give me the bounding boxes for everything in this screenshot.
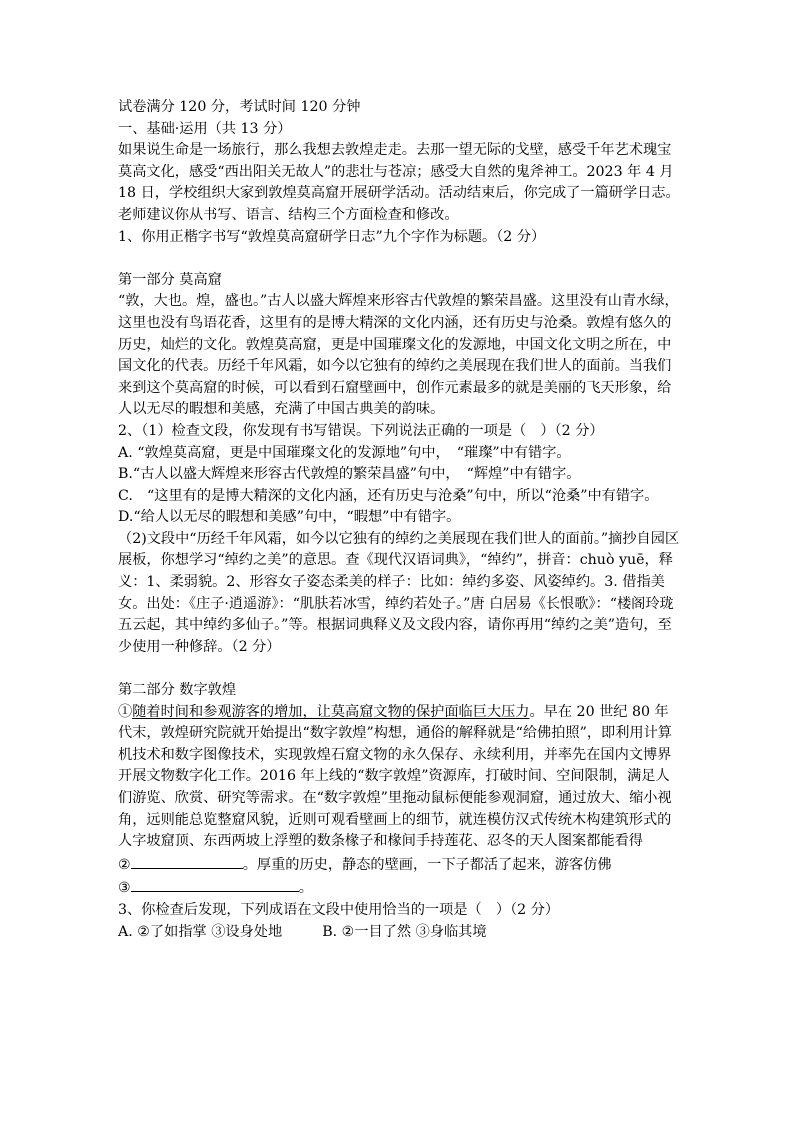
question-3-stem: 3、你检查后发现，下列成语在文段中使用恰当的一项是（ ）（2 分）	[118, 901, 560, 918]
after-blank-3: 。	[298, 880, 313, 897]
question-3-options	[118, 922, 680, 944]
after-blank-2: 。厚重的历史，静态的壁画，一下子都活了起来，游客仿佛	[242, 856, 612, 873]
answer-blank-2[interactable]	[131, 853, 243, 869]
question-2-option-b: B.“古人以盛大辉煌来形容古代敦煌的繁荣昌盛”句中， “辉煌”中有错字。	[118, 466, 581, 483]
blank-2-line	[118, 853, 680, 877]
part1-text: “敦，大也。煌，盛也。”古人以盛大辉煌来形容古代敦煌的繁荣昌盛。这里没有山青水绿，这里也没有鸟语花香，这里有的是博大精深的文化内涵，还有历史与沧桑。敦煌有悠久的历史，灿烂的文化。敦煌莫高窟，更是中国璀璨文化的发源地，中国文化文明之所在，中国文化的代表。历经千年风霜，如今以它独有的绰约之美展现在我们世人的面前。当我们来到这个莫高窟的时候，可以看到石窟壁画中，创作元素最多的就是美丽的飞天形象，给人以无尽的暇想和美感，充满了中国古典美的韵味。	[118, 293, 679, 418]
part2-text	[118, 702, 680, 853]
exam-page	[118, 97, 680, 943]
question-2-sub2: （2)文段中“历经千年风霜，如今以它独有的绰约之美展现在我们世人的面前。”摘抄自园区展板，你想学习“绰约之美”的意思。查《现代汉语词典》，“绰约”，拼音：chuò yuē，释义：1、柔弱貌。2、形容女子姿态柔美的样子：比如：绰约多姿、风姿绰约。3. 借指美女。出处：《庄子·逍遥游》：“肌肤若冰雪，绰约若处子。”唐 白居易《长恨歌》：“楼阁玲珑五云起，其中绰约多仙子。”等。根据词典释义及文段内容，请你再用“绰约之美”造句，至少使用一种修辞。（2 分）	[118, 530, 680, 655]
part2-body: 。早在 20 世纪 80 年代末，敦煌研究院就开始提出“数字敦煌”构想，通俗的解释就是“给佛拍照”，即利用计算机技术和数字图像技术，实现敦煌石窟文物的永久保存、永续利用，并率先在国内文博界开展文物数字化工作。2016 年上线的“数字敦煌”资源库，打破时间、空间限制，满足人们游览、欣赏、研究等需求。在“数字敦煌”里拖动鼠标便能参观洞窟，通过放大、缩小视角，远则能总览整窟风貌，近则可观看壁画上的细节，就连模仿汉式传统木构建筑形式的人字坡窟顶、东西两坡上浮塑的数条椽子和椽间手持莲花、忍冬的天人图案都能看得	[118, 703, 672, 850]
question-2-option-c: C. “这里有的是博大精深的文化内涵，还有历史与沧桑”句中，所以“沧桑”中有错字。	[118, 487, 659, 504]
exam-info: 试卷满分 120 分，考试时间 120 分钟	[118, 99, 361, 115]
blank-3-line	[118, 876, 680, 900]
question-3-option-b: B. ②一目了然 ③身临其境	[322, 923, 487, 940]
question-3-option-a: A. ②了如指掌 ③设身处地	[118, 923, 283, 940]
question-1: 1、你用正楷字书写“敦煌莫高窟研学日志”九个字作为标题。（2 分）	[118, 228, 546, 245]
question-2-stem: 2、（1）检查文段，你发现有书写错误。下列说法正确的一项是（ ）（2 分）	[118, 422, 604, 439]
section-title: 一、基础·运用（共 13 分）	[118, 120, 292, 137]
answer-blank-3[interactable]	[131, 876, 299, 892]
intro-paragraph: 如果说生命是一场旅行，那么我想去敦煌走走。去那一望无际的戈壁，感受千年艺术瑰宝莫高文化，感受“西出阳关无故人”的悲壮与苍凉；感受大自然的鬼斧神工。2023 年 4 月 18 日，学校组织大家到敦煌莫高窟开展研学活动。活动结束后，你完成了一篇研学日志。老师建议你从书写、语言、结构三个方面检查和修改。	[118, 142, 680, 223]
question-2-option-d: D.“给人以无尽的暇想和美感”句中，“暇想”中有错字。	[118, 509, 461, 526]
question-2-option-a: A. “敦煌莫高窟，更是中国璀璨文化的发源地”句中， “璀璨”中有错字。	[118, 444, 571, 461]
spacer	[118, 658, 680, 680]
part2-title: 第二部分 数字敦煌	[118, 682, 237, 699]
marker-3: ③	[118, 880, 131, 897]
marker-2: ②	[118, 856, 131, 873]
spacer	[118, 248, 680, 270]
underlined-sentence: 随着时间和参观游客的增加，让莫高窟文物的保护面临巨大压力	[132, 703, 530, 720]
part1-title: 第一部分 莫高窟	[118, 271, 222, 288]
marker-1: ①	[118, 703, 133, 720]
